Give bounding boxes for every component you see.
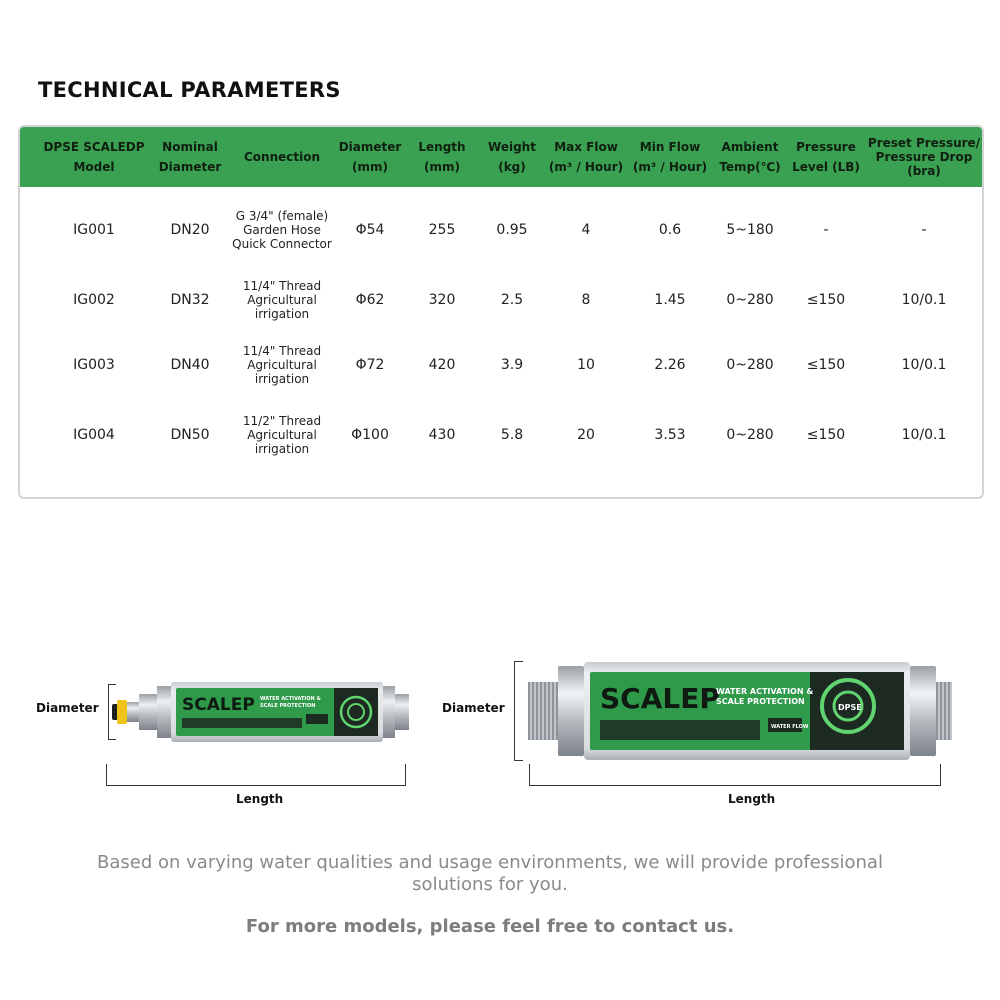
cell-preset-pressure: - [921,222,927,238]
header-pressure-level [788,127,864,187]
cell-min-flow: 3.53 [654,427,686,443]
cell-length: 430 [428,427,456,443]
header-weight-line: (kg) [498,160,526,174]
header-diameter [335,127,405,187]
cell-ambient-temp: 5~180 [726,222,774,238]
cell-model: IG001 [73,222,115,238]
header-nominal-diameter-line: Diameter [158,160,222,174]
cell-length: 320 [428,292,456,308]
header-max-flow-line: Max Flow [554,140,618,154]
length-bracket-small [106,764,406,786]
cell-diameter: Φ54 [355,222,385,238]
connection-line: Quick Connector [232,237,332,251]
header-ambient-temp-line: Ambient [721,140,779,154]
cell-pressure-level: ≤150 [806,292,846,308]
cell-model: IG004 [73,427,115,443]
cell-preset-pressure: 10/0.1 [901,357,947,373]
cell-min-flow: 2.26 [654,357,686,373]
cell-connection [227,402,337,468]
scalep-device-small [112,676,412,748]
header-max-flow-line: (m³ / Hour) [548,160,624,174]
cell-nominal-diameter: DN32 [170,292,210,308]
cell-preset-pressure: 10/0.1 [901,292,947,308]
cell-ambient-temp: 0~280 [726,357,774,373]
diameter-bracket-large [514,661,523,761]
header-length [408,127,476,187]
cell-min-flow: 0.6 [658,222,682,238]
connection-line: 11/2" Thread [242,414,322,428]
header-nominal-diameter-line: Nominal [162,140,218,154]
svg-text:SCALE PROTECTION: SCALE PROTECTION [260,703,316,709]
svg-text:SCALE PROTECTION: SCALE PROTECTION [716,697,805,706]
header-weight-line: Weight [488,140,536,154]
table-row [20,197,982,263]
header-pressure-level-line: Level (LB) [792,160,860,174]
header-model-line: DPSE SCALEDP [43,140,145,154]
scalep-device-large [524,660,954,762]
header-min-flow-line: Min Flow [639,140,701,154]
connection-line: Garden Hose [243,223,321,237]
cell-max-flow: 20 [577,427,595,443]
length-bracket-large [529,764,941,786]
connection-line: 11/4" Thread [242,344,322,358]
cell-min-flow: 1.45 [654,292,686,308]
svg-text:WATER ACTIVATION &: WATER ACTIVATION & [260,696,321,702]
cell-weight: 2.5 [500,292,524,308]
solutions-note-line2: solutions for you. [412,874,568,895]
cell-pressure-level: - [823,222,829,238]
cell-max-flow: 8 [581,292,591,308]
header-connection [227,127,337,187]
page-title: TECHNICAL PARAMETERS [38,78,341,102]
header-ambient-temp [715,127,785,187]
cell-nominal-diameter: DN20 [170,222,210,238]
header-diameter-line: Diameter [338,140,402,154]
connection-line: 11/4" Thread [242,279,322,293]
connection-line: Agricultural [247,358,317,372]
svg-text:WATER FLOW: WATER FLOW [771,724,809,730]
cell-connection [227,197,337,263]
cell-preset-pressure: 10/0.1 [901,427,947,443]
cell-length: 420 [428,357,456,373]
header-nominal-diameter [150,127,230,187]
length-label-large: Length [728,792,776,806]
header-min-flow-line: (m³ / Hour) [632,160,708,174]
header-model [39,127,149,187]
header-pressure-level-line: Pressure [796,140,856,154]
diameter-label-small: Diameter [36,701,99,715]
cell-pressure-level: ≤150 [806,357,846,373]
connection-line: irrigation [254,307,310,321]
connection-line: G 3/4" (female) [235,209,329,223]
connection-line: Agricultural [247,428,317,442]
brand-logo-large: SCALEP [600,682,720,715]
cell-weight: 3.9 [500,357,524,373]
dpse-badge: DPSE [838,703,862,712]
header-min-flow [628,127,712,187]
header-preset-pressure [864,127,984,187]
cell-weight: 5.8 [500,427,524,443]
header-ambient-temp-line: Temp(℃) [719,160,781,174]
cell-weight: 0.95 [496,222,528,238]
cell-nominal-diameter: DN40 [170,357,210,373]
contact-note: For more models, please feel free to contact us. [245,916,735,937]
header-length-line: (mm) [424,160,460,174]
cell-model: IG003 [73,357,115,373]
header-weight [480,127,544,187]
brand-logo-small: SCALEP [182,695,255,715]
cell-ambient-temp: 0~280 [726,292,774,308]
header-connection-line: Connection [243,150,321,164]
table-row [20,332,982,398]
header-max-flow [547,127,625,187]
cell-connection [227,267,337,333]
header-length-line: Length [418,140,466,154]
header-model-line: Model [73,160,115,174]
cell-ambient-temp: 0~280 [726,427,774,443]
parameters-table [18,125,984,499]
cell-diameter: Φ72 [355,357,385,373]
solutions-note-line1: Based on varying water qualities and usage environments, we will provide professional [97,852,883,873]
solutions-note [40,852,940,896]
header-preset-pressure-line: (bra) [907,164,941,178]
table-row [20,402,982,468]
cell-nominal-diameter: DN50 [170,427,210,443]
cell-diameter: Φ100 [351,427,389,443]
diameter-label-large: Diameter [442,701,505,715]
table-row [20,267,982,333]
connection-line: Agricultural [247,293,317,307]
cell-diameter: Φ62 [355,292,385,308]
svg-text:WATER ACTIVATION &: WATER ACTIVATION & [716,687,814,696]
header-preset-pressure-line: Preset Pressure/ [867,136,981,150]
cell-length: 255 [428,222,456,238]
cell-max-flow: 4 [581,222,591,238]
cell-model: IG002 [73,292,115,308]
length-label-small: Length [236,792,284,806]
table-header [20,127,982,187]
header-preset-pressure-line: Pressure Drop [875,150,973,164]
connection-line: irrigation [254,372,310,386]
header-diameter-line: (mm) [352,160,388,174]
cell-max-flow: 10 [577,357,595,373]
cell-pressure-level: ≤150 [806,427,846,443]
cell-connection [227,332,337,398]
connection-line: irrigation [254,442,310,456]
